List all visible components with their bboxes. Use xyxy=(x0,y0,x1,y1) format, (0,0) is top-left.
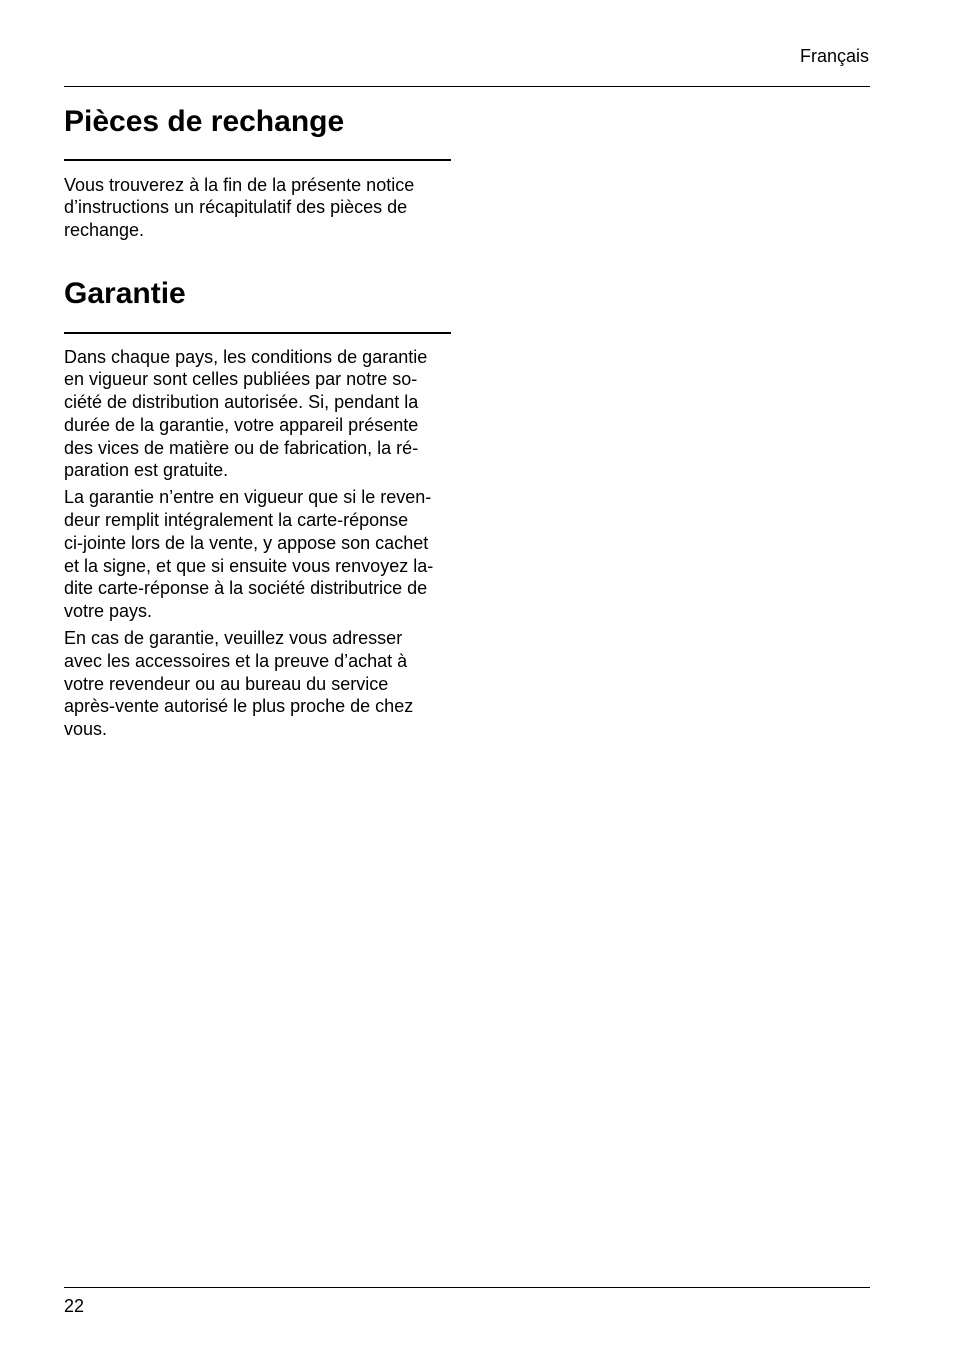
section-title-warranty: Garantie xyxy=(64,277,186,310)
language-label: Français xyxy=(799,46,869,66)
spare-parts-section xyxy=(64,104,452,242)
header-rule xyxy=(64,86,870,87)
warranty-paragraph-2: La garantie n’entre en vigueur que si le reven- deur remplit intégralement la carte-réponse ci-jointe lors de la vente, y appose son cachet et la signe, et que si ensuite vous renvoyez la- dite carte-réponse à la société distributrice de votre pays. xyxy=(64,487,434,622)
page-number: 22 xyxy=(64,1296,85,1316)
spare-parts-paragraph: Vous trouverez à la fin de la présente notice d’instructions un récapitulatif des pièces de rechange. xyxy=(64,174,415,241)
section-title-spare-parts: Pièces de rechange xyxy=(64,105,345,138)
warranty-paragraph-3: En cas de garantie, veuillez vous adresser avec les accessoires et la preuve d’achat à votre revendeur ou au bureau du service après-vente autorisé le plus proche de chez vous. xyxy=(64,628,414,740)
warranty-paragraph-1: Dans chaque pays, les conditions de garantie en vigueur sont celles publiées par notre so- ciété de distribution autorisée. Si, pendant la durée de la garantie, votre appareil présente des vices de matière ou de fabrication, la ré- paration est gratuite. xyxy=(64,346,428,481)
section-title-rule xyxy=(64,332,451,334)
warranty-section xyxy=(64,276,452,741)
footer-rule xyxy=(64,1287,870,1288)
section-title-rule xyxy=(64,159,451,161)
